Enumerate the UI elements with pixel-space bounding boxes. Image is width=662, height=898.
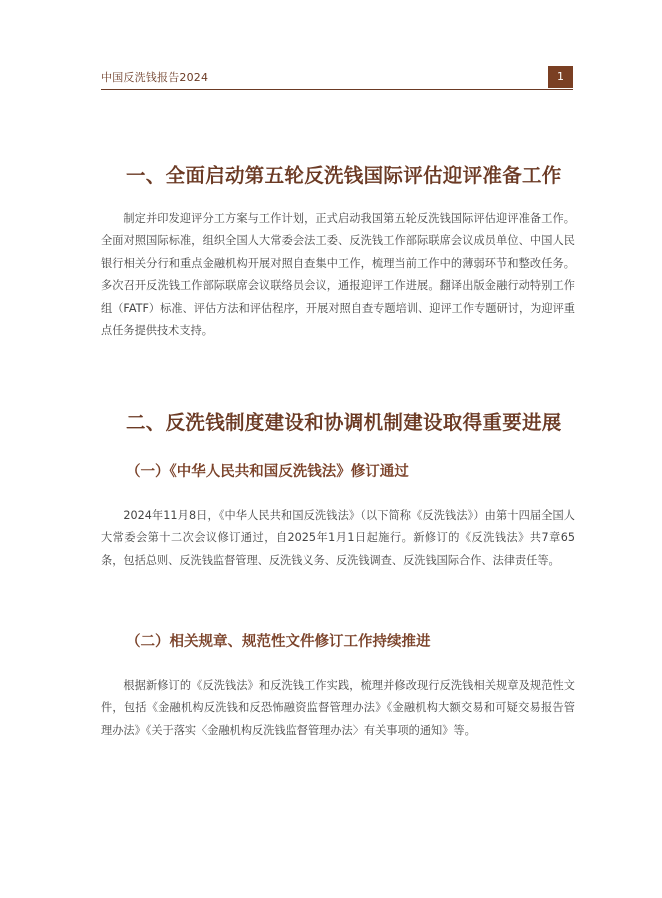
section1-heading: 一、全面启动第五轮反洗钱国际评估迎评准备工作 — [126, 164, 562, 187]
section2-sub1-paragraph: 2024年11月8日，《中华人民共和国反洗钱法》（以下简称《反洗钱法》）由第十四届全国人大常委会第十二次会议修订通过，自2025年1月1日起施行。新修订的《反洗钱法》共7章65条，包括总则、反洗钱监督管理、反洗钱义务、反洗钱调查、反洗钱国际合作、法律责任等。 — [101, 509, 575, 567]
section1-paragraph: 制定并印发迎评分工方案与工作计划，正式启动我国第五轮反洗钱国际评估迎评准备工作。全面对照国际标准，组织全国人大常委会法工委、反洗钱工作部际联席会议成员单位、中国人民银行相关分行和重点金融机构开展对照自查集中工作，梳理当前工作中的薄弱环节和整改任务。多次召开反洗钱工作部际联席会议联络员会议，通报迎评工作进展。翻译出版金融行动特别工作组（FATF）标准、评估方法和评估程序，开展对照自查专题培训、迎评工作专题研讨，为迎评重点任务提供技术支持。 — [101, 212, 575, 338]
page-header — [101, 66, 573, 90]
page-number-badge: 1 — [548, 66, 573, 88]
section2-heading: 二、反洗钱制度建设和协调机制建设取得重要进展 — [126, 411, 562, 434]
section2-sub2-heading: （二）相关规章、规范性文件修订工作持续推进 — [126, 634, 431, 650]
section2-sub1-heading: （一）《中华人民共和国反洗钱法》修订通过 — [126, 464, 409, 480]
section2-sub2-paragraph: 根据新修订的《反洗钱法》和反洗钱工作实践，梳理并修改现行反洗钱相关规章及规范性文件，包括《金融机构反洗钱和反恐怖融资监督管理办法》《金融机构大额交易和可疑交易报告管理办法》《关于落实〈金融机构反洗钱监督管理办法〉有关事项的通知》等。 — [101, 679, 575, 737]
header-title: 中国反洗钱报告2024 — [101, 71, 209, 84]
